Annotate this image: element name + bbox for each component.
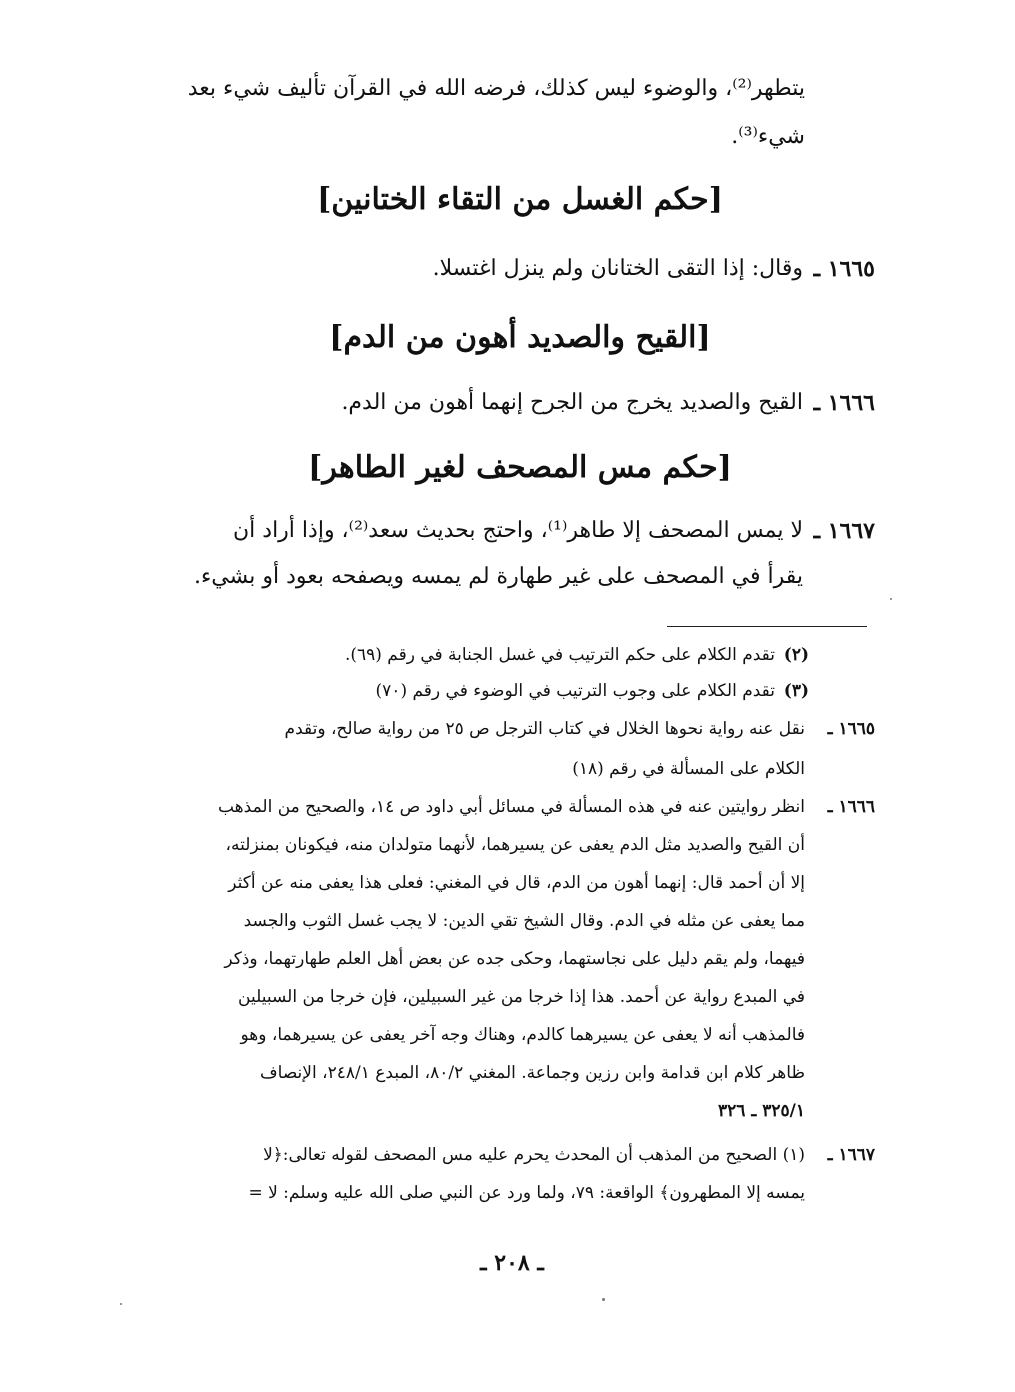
note-line: انظر روايتين عنه في هذه المسألة في مسائل أبي داود ص ١٤، والصحيح من المذهب — [217, 797, 805, 817]
footnote-label: (٣) — [783, 681, 809, 701]
note-line: ظاهر كلام ابن قدامة وابن رزين وجماعة. المغني ٨٠/٢، المبدع ٢٤٨/١، الإنصاف — [260, 1063, 805, 1083]
note-number: ١٦٦٧ ـ — [827, 1145, 875, 1165]
note-line: فيهما، ولم يقم دليل على نجاستهما، وحكى جده عن بعض أهل العلم طهارتهما، وذكر — [224, 949, 805, 969]
note-number: ١٦٦٦ ـ — [827, 797, 875, 817]
scan-speck — [120, 1303, 122, 1305]
note-line: الكلام على المسألة في رقم (١٨) — [572, 759, 805, 779]
scan-speck — [602, 1298, 605, 1301]
entry-text: وقال: إذا التقى الختانان ولم ينزل اغتسلا. — [432, 256, 803, 281]
footnote-text: تقدم الكلام على وجوب الترتيب في الوضوء في رقم (٧٠) — [375, 681, 775, 701]
note-line: (١) الصحيح من المذهب أن المحدث يحرم عليه مس المصحف لقوله تعالى:﴿لا — [263, 1145, 805, 1165]
note-line: مما يعفى عن مثله في الدم. وقال الشيخ تقي الدين: لا يجب غسل الثوب والجسد — [243, 911, 805, 931]
note-line: فالمذهب أنه لا يعفى عن يسيرهما كالدم، وهناك وجه آخر يعفى عن يسيرهما، وهو — [240, 1025, 805, 1045]
note-number: ١٦٦٥ ـ — [827, 719, 875, 739]
continuation-line-1: يتطهر⁽²⁾، والوضوء ليس كذلك، فرضه الله في القرآن تأليف شيء بعد — [187, 76, 805, 101]
footnote-text: تقدم الكلام على حكم الترتيب في غسل الجنابة في رقم (٦٩). — [344, 645, 775, 665]
section-heading: [القيح والصديد أهون من الدم] — [329, 320, 711, 355]
note-line: ٣٢٥/١ ـ ٣٢٦ — [718, 1101, 805, 1121]
footnote-separator — [667, 626, 867, 627]
note-line: يمسه إلا المطهرون﴾ الواقعة: ٧٩، ولما ورد عن النبي صلى الله عليه وسلم: لا = — [248, 1183, 805, 1203]
entry-text: لا يمس المصحف إلا طاهر⁽¹⁾، واحتج بحديث سعد⁽²⁾، وإذا أراد أن — [233, 518, 803, 543]
note-line: نقل عنه رواية نحوها الخلال في كتاب الترجل ص ٢٥ من رواية صالح، وتقدم — [284, 719, 805, 739]
page-number: ـ ٢٠٨ ـ — [480, 1250, 544, 1276]
footnote-label: (٢) — [783, 645, 809, 665]
entry-text: يقرأ في المصحف على غير طهارة لم يمسه ويصفحه بعود أو بشيء. — [193, 564, 803, 589]
entry-number: ١٦٦٥ ـ — [813, 256, 875, 282]
note-line: أن القيح والصديد مثل الدم يعفى عن يسيرهما، لأنهما متولدان منه، فيكونان بمنزلته، — [225, 835, 805, 855]
entry-number: ١٦٦٧ ـ — [813, 518, 875, 544]
entry-text: القيح والصديد يخرج من الجرح إنهما أهون من الدم. — [341, 390, 803, 415]
note-line: إلا أن أحمد قال: إنهما أهون من الدم، قال في المغني: فعلى هذا يعفى منه عن أكثر — [228, 873, 805, 893]
entry-number: ١٦٦٦ ـ — [813, 390, 875, 416]
section-heading: [حكم الغسل من التقاء الختانين] — [317, 182, 723, 217]
scan-speck — [890, 598, 892, 600]
section-heading: [حكم مس المصحف لغير الطاهر] — [308, 450, 732, 485]
continuation-line-2: شيء⁽³⁾. — [731, 124, 805, 149]
note-line: في المبدع رواية عن أحمد. هذا إذا خرجا من غير السبيلين، فإن خرجا من السبيلين — [238, 987, 805, 1007]
